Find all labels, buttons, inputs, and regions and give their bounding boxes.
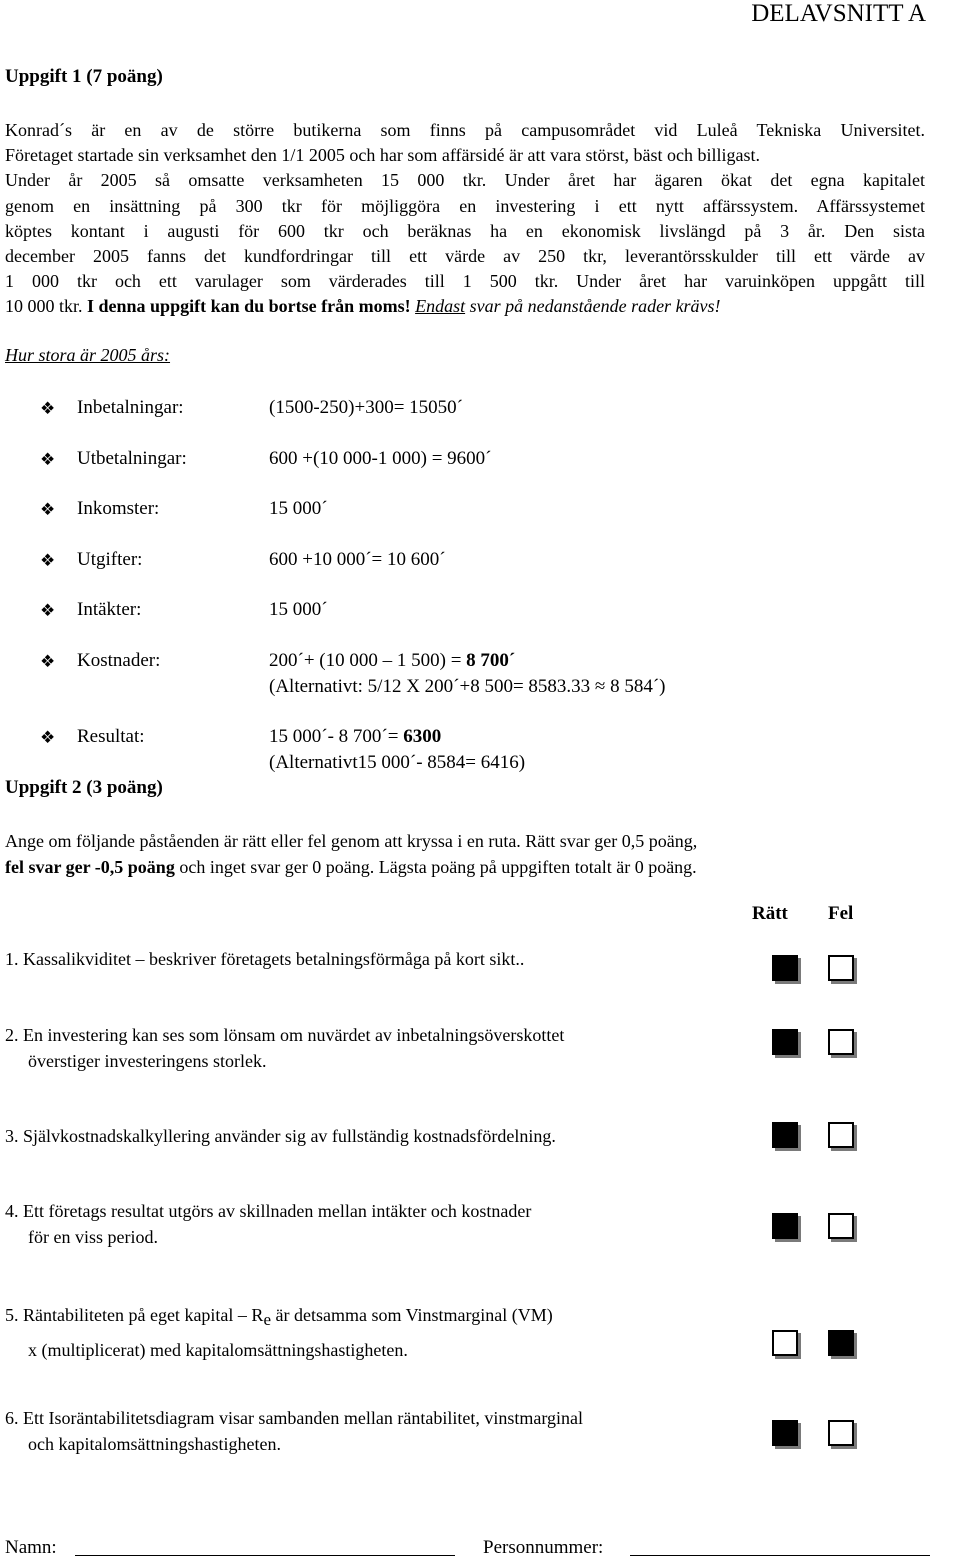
task1-vat-note: I denna uppgift kan du bortse från moms!: [87, 296, 411, 317]
task1-line: Företaget startade sin verksamhet den 1/1 2005 och har som affärsidé är att vara störst, bäst och billigast.: [5, 145, 760, 166]
task1-line: Konrad´s är en av de större butikerna som finns på campusområdet vid Luleå Tekniska Universitet.: [5, 120, 925, 140]
checkbox-right-3[interactable]: [772, 1122, 798, 1148]
task1-answer-note: svar på nedanstående rader krävs!: [465, 296, 721, 317]
task1-line-last: [5, 294, 925, 319]
bullet-diamond-icon: ❖: [40, 652, 56, 671]
item-value: (1500-250)+300= 15050´: [269, 397, 463, 418]
checkbox-wrong-2[interactable]: [828, 1029, 854, 1055]
item-value: [269, 726, 441, 748]
item-label: Inbetalningar:: [77, 397, 184, 418]
name-label: Namn:: [5, 1537, 57, 1558]
statement-text: [5, 1300, 553, 1335]
personal-number-label: Personnummer:: [483, 1537, 604, 1558]
statement-1: [5, 946, 524, 972]
statement-text-cont: och kapitalomsättningshastigheten.: [28, 1434, 281, 1454]
item-value-text: 15 000´- 8 700´=: [269, 726, 404, 747]
item-value: 600 +(10 000-1 000) = 9600´: [269, 448, 492, 469]
task1-line: 1 000 tkr och ett varulager som värderades till 1 500 tkr. Under året har varuinköpen uppgått till: [5, 271, 925, 292]
checkbox-right-6[interactable]: [772, 1420, 798, 1446]
task1-only-word: Endast: [415, 296, 466, 317]
checkbox-right-5[interactable]: [772, 1330, 798, 1356]
item-value: 15 000´: [269, 599, 328, 620]
statement-text-part: är detsamma som Vinstmarginal (VM): [270, 1305, 553, 1325]
column-header-right: Rätt: [752, 903, 788, 924]
statement-5: [5, 1300, 553, 1365]
column-header-wrong: Fel: [828, 903, 854, 924]
item-label: Inkomster:: [77, 498, 160, 519]
checkbox-right-2[interactable]: [772, 1029, 798, 1055]
checkbox-wrong-3[interactable]: [828, 1122, 854, 1148]
statement-text: 6. Ett Isoräntabilitetsdiagram visar sambanden mellan räntabilitet, vinstmarginal: [5, 1408, 584, 1428]
task1-line: genom en insättning på 300 tkr för möjliggöra en investering i ett nytt affärssystem. Affärssystemet: [5, 195, 925, 216]
bullet-diamond-icon: ❖: [40, 551, 56, 570]
item-value-bold: 8 700´: [466, 650, 516, 671]
item-value-alternative: (Alternativt: 5/12 X 200´+8 500= 8583.33 ≈ 8 584´): [269, 676, 666, 697]
statement-text: 1. Kassalikviditet – beskriver företagets betalningsförmåga på kort sikt..: [5, 949, 525, 969]
task2-title: Uppgift 2 (3 poäng): [5, 777, 163, 798]
item-value-text: 200´+ (10 000 – 1 500) =: [269, 650, 467, 671]
statement-text-cont: för en viss period.: [28, 1227, 158, 1247]
item-label: Resultat:: [77, 726, 145, 747]
statement-text-part: 5. Räntabiliteten på eget kapital – R: [5, 1305, 264, 1325]
task2-penalty-note: fel svar ger -0,5 poäng: [5, 857, 175, 877]
statement-text: 2. En investering kan ses som lönsam om nuvärdet av inbetalningsöverskottet: [5, 1025, 565, 1045]
statement-2: [5, 1022, 564, 1074]
item-value: 15 000´: [269, 498, 328, 519]
name-field[interactable]: [75, 1555, 455, 1556]
task2-intro-line: [5, 854, 697, 880]
statement-text-cont: x (multiplicerat) med kapitalomsättningshastigheten.: [28, 1340, 408, 1360]
checkbox-wrong-1[interactable]: [828, 955, 854, 981]
bullet-diamond-icon: ❖: [40, 601, 56, 620]
task2-intro-rest: och inget svar ger 0 poäng. Lägsta poäng på uppgiften totalt är 0 poäng.: [174, 857, 697, 877]
bullet-diamond-icon: ❖: [40, 500, 56, 519]
item-value-bold: 6300: [403, 726, 442, 747]
statement-6: [5, 1405, 583, 1457]
statement-4: [5, 1198, 531, 1250]
task1-line: Under år 2005 så omsatte verksamheten 15 000 tkr. Under året har ägaren ökat det egna kapitalet: [5, 170, 925, 191]
statement-text-cont: överstiger investeringens storlek.: [28, 1051, 267, 1071]
bullet-diamond-icon: ❖: [40, 450, 56, 469]
task1-line: köptes kontant i augusti för 600 tkr och beräknas ha en ekonomisk livslängd på 3 år. Den sista: [5, 220, 925, 241]
item-label: Kostnader:: [77, 650, 161, 671]
section-heading: DELAVSNITT A: [751, 0, 926, 27]
statement-text: 4. Ett företags resultat utgörs av skillnaden mellan intäkter och kostnader: [5, 1201, 532, 1221]
bullet-diamond-icon: ❖: [40, 728, 56, 747]
statement-3: [5, 1123, 556, 1149]
checkbox-right-1[interactable]: [772, 955, 798, 981]
checkbox-wrong-6[interactable]: [828, 1420, 854, 1446]
statement-text: 3. Självkostnadskalkyllering använder sig av fullständig kostnadsfördelning.: [5, 1126, 556, 1146]
item-value: [269, 650, 515, 672]
task2-intro-line: Ange om följande påståenden är rätt eller fel genom att kryssa i en ruta. Rätt svar ger 0,5 poäng,: [5, 831, 698, 851]
task1-last-plain: 10 000 tkr.: [5, 296, 88, 317]
checkbox-wrong-4[interactable]: [828, 1213, 854, 1239]
personal-number-field[interactable]: [630, 1555, 930, 1556]
item-label: Utgifter:: [77, 549, 143, 570]
task1-question: Hur stora är 2005 års:: [5, 345, 171, 365]
subscript-e: e: [263, 1310, 271, 1329]
task1-description: [5, 118, 925, 320]
bullet-diamond-icon: ❖: [40, 399, 56, 418]
task1-title: Uppgift 1 (7 poäng): [5, 66, 163, 87]
task1-line: december 2005 fanns det kundfordringar till ett värde av 250 tkr, leverantörsskulder till ett värde av: [5, 246, 925, 267]
item-value: 600 +10 000´= 10 600´: [269, 549, 446, 570]
task2-instructions: [5, 828, 697, 880]
checkbox-right-4[interactable]: [772, 1213, 798, 1239]
item-label: Utbetalningar:: [77, 448, 187, 469]
item-label: Intäkter:: [77, 599, 142, 620]
item-value-alternative: (Alternativt15 000´- 8584= 6416): [269, 752, 526, 773]
checkbox-wrong-5[interactable]: [828, 1330, 854, 1356]
